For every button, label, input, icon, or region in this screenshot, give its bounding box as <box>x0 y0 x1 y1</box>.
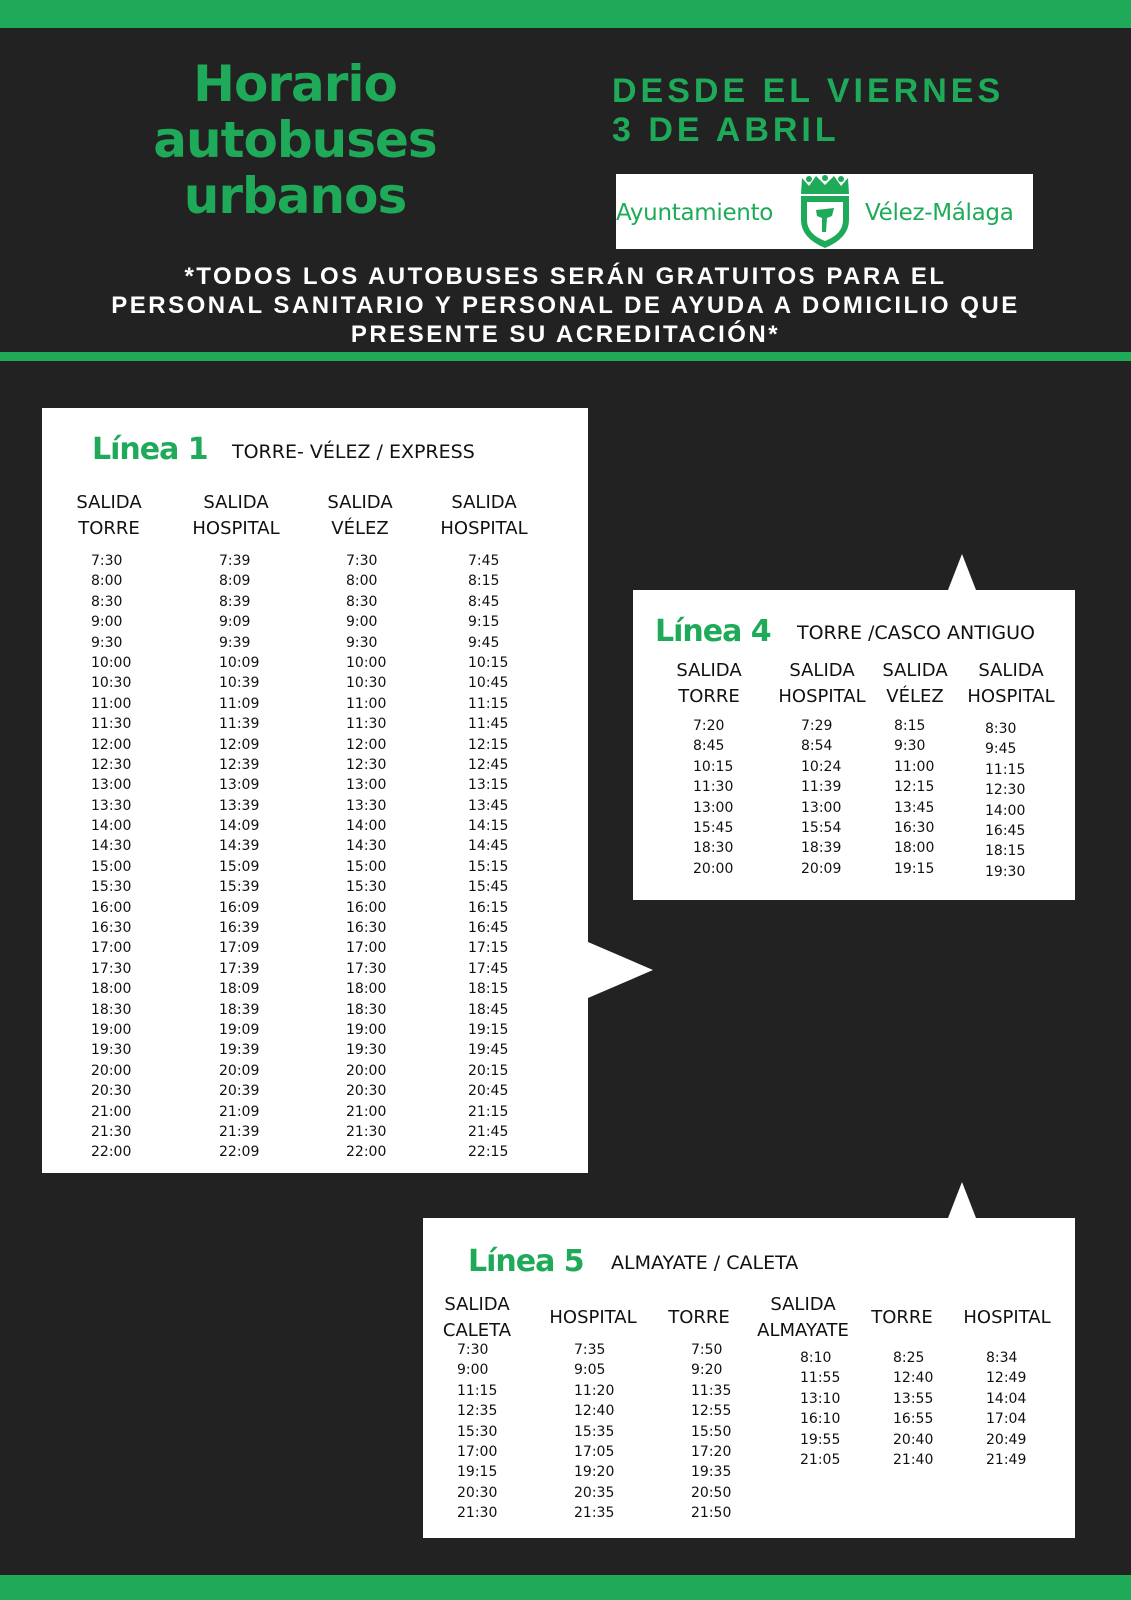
time-cell: 20:39 <box>219 1083 260 1100</box>
time-cell: 19:15 <box>457 1464 498 1481</box>
time-cell: 14:39 <box>219 838 260 855</box>
time-cell: 8:54 <box>801 738 833 755</box>
linea5-col-5 <box>893 1348 933 1470</box>
time-cell: 17:39 <box>219 960 260 977</box>
linea1-route: TORRE- VÉLEZ / EXPRESS <box>232 441 475 463</box>
time-cell: 19:00 <box>91 1021 132 1038</box>
time-cell: 16:45 <box>468 920 509 937</box>
shield-crown-icon <box>794 174 856 249</box>
time-cell: 17:30 <box>91 960 132 977</box>
time-cell: 11:15 <box>468 695 509 712</box>
time-cell: 15:45 <box>468 879 509 896</box>
linea5-route: ALMAYATE / CALETA <box>611 1252 799 1274</box>
time-cell: 12:00 <box>346 736 387 753</box>
time-cell: 21:40 <box>893 1451 934 1468</box>
top-bar <box>0 0 1131 28</box>
linea5-col-3 <box>691 1340 731 1524</box>
time-cell: 12:49 <box>986 1370 1027 1387</box>
time-cell: 20:00 <box>91 1062 132 1079</box>
time-cell: 15:39 <box>219 879 260 896</box>
time-cell: 19:55 <box>800 1431 841 1448</box>
time-cell: 19:30 <box>985 863 1026 880</box>
time-cell: 16:55 <box>893 1411 934 1428</box>
time-cell: 18:39 <box>801 840 842 857</box>
time-cell: 22:00 <box>91 1144 132 1161</box>
time-cell: 9:30 <box>346 634 378 651</box>
time-cell: 15:00 <box>346 858 387 875</box>
time-cell: 8:30 <box>985 721 1017 737</box>
free-bus-notice: *TODOS LOS AUTOBUSES SERÁN GRATUITOS PARA EL PERSONAL SANITARIO Y PERSONAL DE AYUDA A DOMICILIO QUE PRESENTE SU ACREDITACIÓN* <box>111 263 1020 348</box>
time-cell: 8:30 <box>91 593 123 610</box>
time-cell: 11:09 <box>219 695 260 712</box>
time-cell: 7:35 <box>574 1342 606 1358</box>
linea5-header-5: TORRE <box>871 1307 933 1328</box>
linea1-title: Línea 1 <box>92 432 208 467</box>
time-cell: 12:09 <box>219 736 260 753</box>
time-cell: 20:09 <box>801 860 842 877</box>
time-cell: 20:50 <box>691 1484 732 1501</box>
time-cell: 13:00 <box>801 799 842 816</box>
time-cell: 14:00 <box>91 818 132 835</box>
time-cell: 13:00 <box>693 799 734 816</box>
time-cell: 7:30 <box>457 1342 489 1358</box>
time-cell: 8:15 <box>468 573 500 590</box>
time-cell: 11:30 <box>693 779 734 796</box>
time-cell: 21:45 <box>468 1123 509 1140</box>
linea5-col-4 <box>800 1348 840 1470</box>
time-cell: 20:30 <box>346 1083 387 1100</box>
time-cell: 13:45 <box>894 799 935 816</box>
time-cell: 11:00 <box>91 695 132 712</box>
time-cell: 17:00 <box>346 940 387 957</box>
time-cell: 10:15 <box>468 654 509 671</box>
time-cell: 17:00 <box>457 1443 498 1460</box>
linea5-header-4: SALIDA ALMAYATE <box>757 1294 849 1341</box>
time-cell: 19:00 <box>346 1021 387 1038</box>
linea1-header-4: SALIDA HOSPITAL <box>440 492 528 539</box>
time-cell: 15:30 <box>346 879 387 896</box>
time-cell: 7:39 <box>219 553 251 569</box>
time-cell: 17:30 <box>346 960 387 977</box>
time-cell: 12:40 <box>574 1403 615 1420</box>
time-cell: 9:45 <box>468 634 500 651</box>
time-cell: 8:39 <box>219 593 251 610</box>
linea1-col-4 <box>468 551 508 1163</box>
time-cell: 9:00 <box>457 1362 489 1379</box>
linea1-col-3 <box>346 551 386 1163</box>
linea4-pointer <box>948 554 976 590</box>
time-cell: 11:15 <box>985 761 1026 778</box>
time-cell: 10:39 <box>219 675 260 692</box>
time-cell: 14:00 <box>985 802 1026 819</box>
time-cell: 13:09 <box>219 777 260 794</box>
linea1-header-1: SALIDA TORRE <box>76 492 142 539</box>
time-cell: 11:55 <box>800 1370 841 1387</box>
time-cell: 16:45 <box>985 822 1026 839</box>
linea1-col-2 <box>219 551 259 1163</box>
time-cell: 16:10 <box>800 1411 841 1428</box>
linea4-header-4: SALIDA HOSPITAL <box>967 660 1055 707</box>
time-cell: 18:15 <box>985 843 1026 860</box>
time-cell: 21:39 <box>219 1123 260 1140</box>
time-cell: 22:09 <box>219 1144 260 1161</box>
linea5-title: Línea 5 <box>468 1244 584 1279</box>
linea4-header-3: SALIDA VÉLEZ <box>882 660 948 707</box>
time-cell: 16:30 <box>894 819 935 836</box>
time-cell: 7:45 <box>468 553 500 569</box>
time-cell: 15:45 <box>693 819 734 836</box>
time-cell: 14:45 <box>468 838 509 855</box>
time-cell: 8:00 <box>91 573 123 590</box>
time-cell: 8:34 <box>986 1350 1018 1366</box>
time-cell: 10:00 <box>91 654 132 671</box>
time-cell: 11:00 <box>894 758 935 775</box>
linea1-header-3: SALIDA VÉLEZ <box>327 492 393 539</box>
time-cell: 20:45 <box>468 1083 509 1100</box>
time-cell: 17:05 <box>574 1443 615 1460</box>
time-cell: 11:00 <box>346 695 387 712</box>
linea5-header-6: HOSPITAL <box>963 1307 1051 1328</box>
time-cell: 8:15 <box>894 718 926 734</box>
time-cell: 21:30 <box>91 1123 132 1140</box>
time-cell: 11:39 <box>801 779 842 796</box>
linea1-card <box>42 408 588 1173</box>
time-cell: 21:30 <box>346 1123 387 1140</box>
time-cell: 9:00 <box>91 614 123 631</box>
time-cell: 7:50 <box>691 1342 723 1358</box>
linea4-col-2 <box>801 716 841 879</box>
time-cell: 19:45 <box>468 1042 509 1059</box>
time-cell: 18:09 <box>219 981 260 998</box>
time-cell: 13:00 <box>91 777 132 794</box>
time-cell: 20:00 <box>693 860 734 877</box>
time-cell: 14:15 <box>468 818 509 835</box>
time-cell: 10:15 <box>693 758 734 775</box>
linea5-header-2: HOSPITAL <box>549 1307 637 1328</box>
time-cell: 13:45 <box>468 797 509 814</box>
time-cell: 17:00 <box>91 940 132 957</box>
time-cell: 17:45 <box>468 960 509 977</box>
time-cell: 11:35 <box>691 1382 732 1399</box>
linea1-header-2: SALIDA HOSPITAL <box>192 492 280 539</box>
time-cell: 21:00 <box>346 1103 387 1120</box>
time-cell: 9:15 <box>468 614 500 631</box>
time-cell: 15:00 <box>91 858 132 875</box>
time-cell: 19:20 <box>574 1464 615 1481</box>
time-cell: 21:00 <box>91 1103 132 1120</box>
time-cell: 9:39 <box>219 634 251 651</box>
time-cell: 21:35 <box>574 1505 615 1522</box>
time-cell: 14:30 <box>346 838 387 855</box>
time-cell: 12:39 <box>219 756 260 773</box>
time-cell: 16:00 <box>346 899 387 916</box>
time-cell: 11:30 <box>91 716 132 733</box>
linea5-card <box>423 1218 1075 1538</box>
time-cell: 8:45 <box>468 593 500 610</box>
time-cell: 16:09 <box>219 899 260 916</box>
logo-text-left: Ayuntamiento <box>616 200 774 226</box>
time-cell: 19:15 <box>894 860 935 877</box>
time-cell: 20:30 <box>457 1484 498 1501</box>
time-cell: 9:00 <box>346 614 378 631</box>
linea4-col-3 <box>894 716 934 879</box>
bottom-bar <box>0 1575 1131 1600</box>
linea5-header-1: SALIDA CALETA <box>442 1294 512 1341</box>
time-cell: 13:00 <box>346 777 387 794</box>
time-cell: 9:30 <box>91 634 123 651</box>
time-cell: 8:25 <box>893 1350 925 1366</box>
time-cell: 17:15 <box>468 940 509 957</box>
time-cell: 7:29 <box>801 718 833 734</box>
time-cell: 11:30 <box>346 716 387 733</box>
time-cell: 20:35 <box>574 1484 615 1501</box>
time-cell: 10:24 <box>801 758 842 775</box>
time-cell: 18:30 <box>346 1001 387 1018</box>
time-cell: 8:45 <box>693 738 725 755</box>
time-cell: 11:15 <box>457 1382 498 1399</box>
time-cell: 15:50 <box>691 1423 732 1440</box>
time-cell: 14:00 <box>346 818 387 835</box>
time-cell: 15:35 <box>574 1423 615 1440</box>
time-cell: 21:05 <box>800 1451 841 1468</box>
linea5-header-3: TORRE <box>668 1307 730 1328</box>
time-cell: 18:00 <box>894 840 935 857</box>
linea5-col-2 <box>574 1340 614 1524</box>
time-cell: 15:09 <box>219 858 260 875</box>
time-cell: 8:10 <box>800 1350 832 1366</box>
time-cell: 18:30 <box>91 1001 132 1018</box>
time-cell: 12:00 <box>91 736 132 753</box>
time-cell: 16:15 <box>468 899 509 916</box>
time-cell: 20:49 <box>986 1431 1027 1448</box>
time-cell: 20:30 <box>91 1083 132 1100</box>
time-cell: 22:15 <box>468 1144 509 1161</box>
time-cell: 13:39 <box>219 797 260 814</box>
time-cell: 20:40 <box>893 1431 934 1448</box>
time-cell: 7:30 <box>346 553 378 569</box>
linea4-header-1: SALIDA TORRE <box>676 660 742 707</box>
time-cell: 19:35 <box>691 1464 732 1481</box>
linea5-col-1 <box>457 1340 497 1524</box>
linea4-title: Línea 4 <box>655 614 771 649</box>
time-cell: 20:15 <box>468 1062 509 1079</box>
time-cell: 22:00 <box>346 1144 387 1161</box>
time-cell: 8:09 <box>219 573 251 590</box>
time-cell: 10:30 <box>91 675 132 692</box>
time-cell: 18:00 <box>91 981 132 998</box>
time-cell: 16:30 <box>91 920 132 937</box>
time-cell: 12:15 <box>894 779 935 796</box>
time-cell: 12:15 <box>468 736 509 753</box>
start-date: DESDE EL VIERNES 3 DE ABRIL <box>612 72 1005 149</box>
time-cell: 18:45 <box>468 1001 509 1018</box>
time-cell: 19:15 <box>468 1021 509 1038</box>
time-cell: 16:39 <box>219 920 260 937</box>
time-cell: 21:15 <box>468 1103 509 1120</box>
time-cell: 19:39 <box>219 1042 260 1059</box>
time-cell: 13:15 <box>468 777 509 794</box>
time-cell: 12:30 <box>346 756 387 773</box>
time-cell: 19:09 <box>219 1021 260 1038</box>
divider-bar <box>0 352 1131 361</box>
time-cell: 17:04 <box>986 1411 1027 1428</box>
ayuntamiento-logo <box>616 174 1033 249</box>
linea4-route: TORRE /CASCO ANTIGUO <box>797 622 1036 644</box>
time-cell: 21:49 <box>986 1451 1027 1468</box>
time-cell: 13:55 <box>893 1390 934 1407</box>
time-cell: 18:00 <box>346 981 387 998</box>
linea4-card <box>633 590 1075 900</box>
time-cell: 8:30 <box>346 593 378 610</box>
time-cell: 7:20 <box>693 718 725 734</box>
time-cell: 7:30 <box>91 553 123 569</box>
time-cell: 18:15 <box>468 981 509 998</box>
time-cell: 14:30 <box>91 838 132 855</box>
time-cell: 10:30 <box>346 675 387 692</box>
time-cell: 15:30 <box>457 1423 498 1440</box>
time-cell: 16:30 <box>346 920 387 937</box>
time-cell: 18:30 <box>693 840 734 857</box>
time-cell: 21:09 <box>219 1103 260 1120</box>
time-cell: 12:45 <box>468 756 509 773</box>
time-cell: 10:45 <box>468 675 509 692</box>
time-cell: 9:45 <box>985 741 1017 758</box>
time-cell: 13:30 <box>346 797 387 814</box>
time-cell: 12:35 <box>457 1403 498 1420</box>
linea4-header-2: SALIDA HOSPITAL <box>778 660 866 707</box>
time-cell: 9:30 <box>894 738 926 755</box>
time-cell: 15:54 <box>801 819 842 836</box>
time-cell: 21:50 <box>691 1505 732 1522</box>
time-cell: 12:30 <box>985 782 1026 799</box>
time-cell: 17:09 <box>219 940 260 957</box>
time-cell: 20:09 <box>219 1062 260 1079</box>
time-cell: 14:04 <box>986 1390 1027 1407</box>
logo-text-right: Vélez-Málaga <box>865 200 1014 226</box>
time-cell: 20:00 <box>346 1062 387 1079</box>
time-cell: 8:00 <box>346 573 378 590</box>
time-cell: 9:05 <box>574 1362 606 1379</box>
time-cell: 11:39 <box>219 716 260 733</box>
time-cell: 12:55 <box>691 1403 732 1420</box>
time-cell: 17:20 <box>691 1443 732 1460</box>
time-cell: 13:30 <box>91 797 132 814</box>
time-cell: 15:15 <box>468 858 509 875</box>
time-cell: 11:45 <box>468 716 509 733</box>
time-cell: 14:09 <box>219 818 260 835</box>
time-cell: 19:30 <box>91 1042 132 1059</box>
time-cell: 9:09 <box>219 614 251 631</box>
time-cell: 15:30 <box>91 879 132 896</box>
time-cell: 21:30 <box>457 1505 498 1522</box>
time-cell: 12:30 <box>91 756 132 773</box>
time-cell: 13:10 <box>800 1390 841 1407</box>
time-cell: 10:09 <box>219 654 260 671</box>
linea1-col-1 <box>91 551 131 1163</box>
linea5-col-6 <box>986 1348 1026 1470</box>
linea4-col-1 <box>693 716 733 879</box>
time-cell: 9:20 <box>691 1362 723 1379</box>
time-cell: 10:00 <box>346 654 387 671</box>
linea4-col-4 <box>985 719 1025 882</box>
time-cell: 16:00 <box>91 899 132 916</box>
linea5-pointer <box>948 1182 976 1218</box>
time-cell: 19:30 <box>346 1042 387 1059</box>
linea1-pointer <box>588 942 653 998</box>
page-title: Horario autobuses urbanos <box>153 55 437 225</box>
time-cell: 12:40 <box>893 1370 934 1387</box>
time-cell: 11:20 <box>574 1382 615 1399</box>
time-cell: 18:39 <box>219 1001 260 1018</box>
